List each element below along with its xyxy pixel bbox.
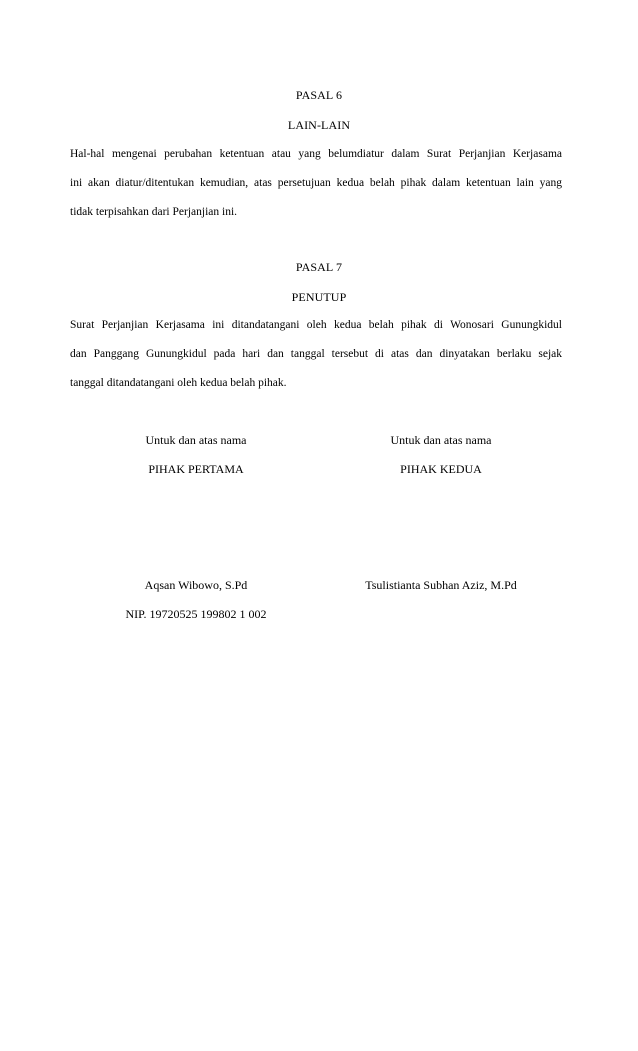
second-party-name: Tsulistianta Subhan Aziz, M.Pd [365, 578, 517, 592]
pasal-6-title: LAIN-LAIN [287, 118, 351, 132]
second-party-on-behalf: Untuk dan atas nama [390, 433, 492, 447]
paragraph-line: tanggal ditandatangani oleh kedua belah pihak. [70, 377, 287, 389]
paragraph-line: Surat Perjanjian Kerjasama ini ditandatangani oleh kedua belah pihak di Wonosari Gunungkidul [70, 319, 562, 331]
pasal-7-title: PENUTUP [291, 290, 347, 304]
pasal-6-number: PASAL 6 [295, 88, 343, 102]
paragraph-line: tidak terpisahkan dari Perjanjian ini. [70, 206, 238, 218]
paragraph-line: Hal-hal mengenai perubahan ketentuan atau yang belumdiatur dalam Surat Perjanjian Kerjasama [70, 148, 562, 160]
first-party-name: Aqsan Wibowo, S.Pd [144, 578, 248, 592]
first-party-on-behalf: Untuk dan atas nama [145, 433, 247, 447]
paragraph-line: ini akan diatur/ditentukan kemudian, atas persetujuan kedua belah pihak dalam ketentuan lain yang [70, 177, 562, 189]
second-party-label: PIHAK KEDUA [400, 462, 482, 476]
first-party-label: PIHAK PERTAMA [148, 462, 244, 476]
pasal-7-number: PASAL 7 [295, 260, 343, 274]
first-party-nip: NIP. 19720525 199802 1 002 [125, 607, 267, 621]
paragraph-line: dan Panggang Gunungkidul pada hari dan tanggal tersebut di atas dan dinyatakan berlaku sejak [70, 348, 562, 360]
